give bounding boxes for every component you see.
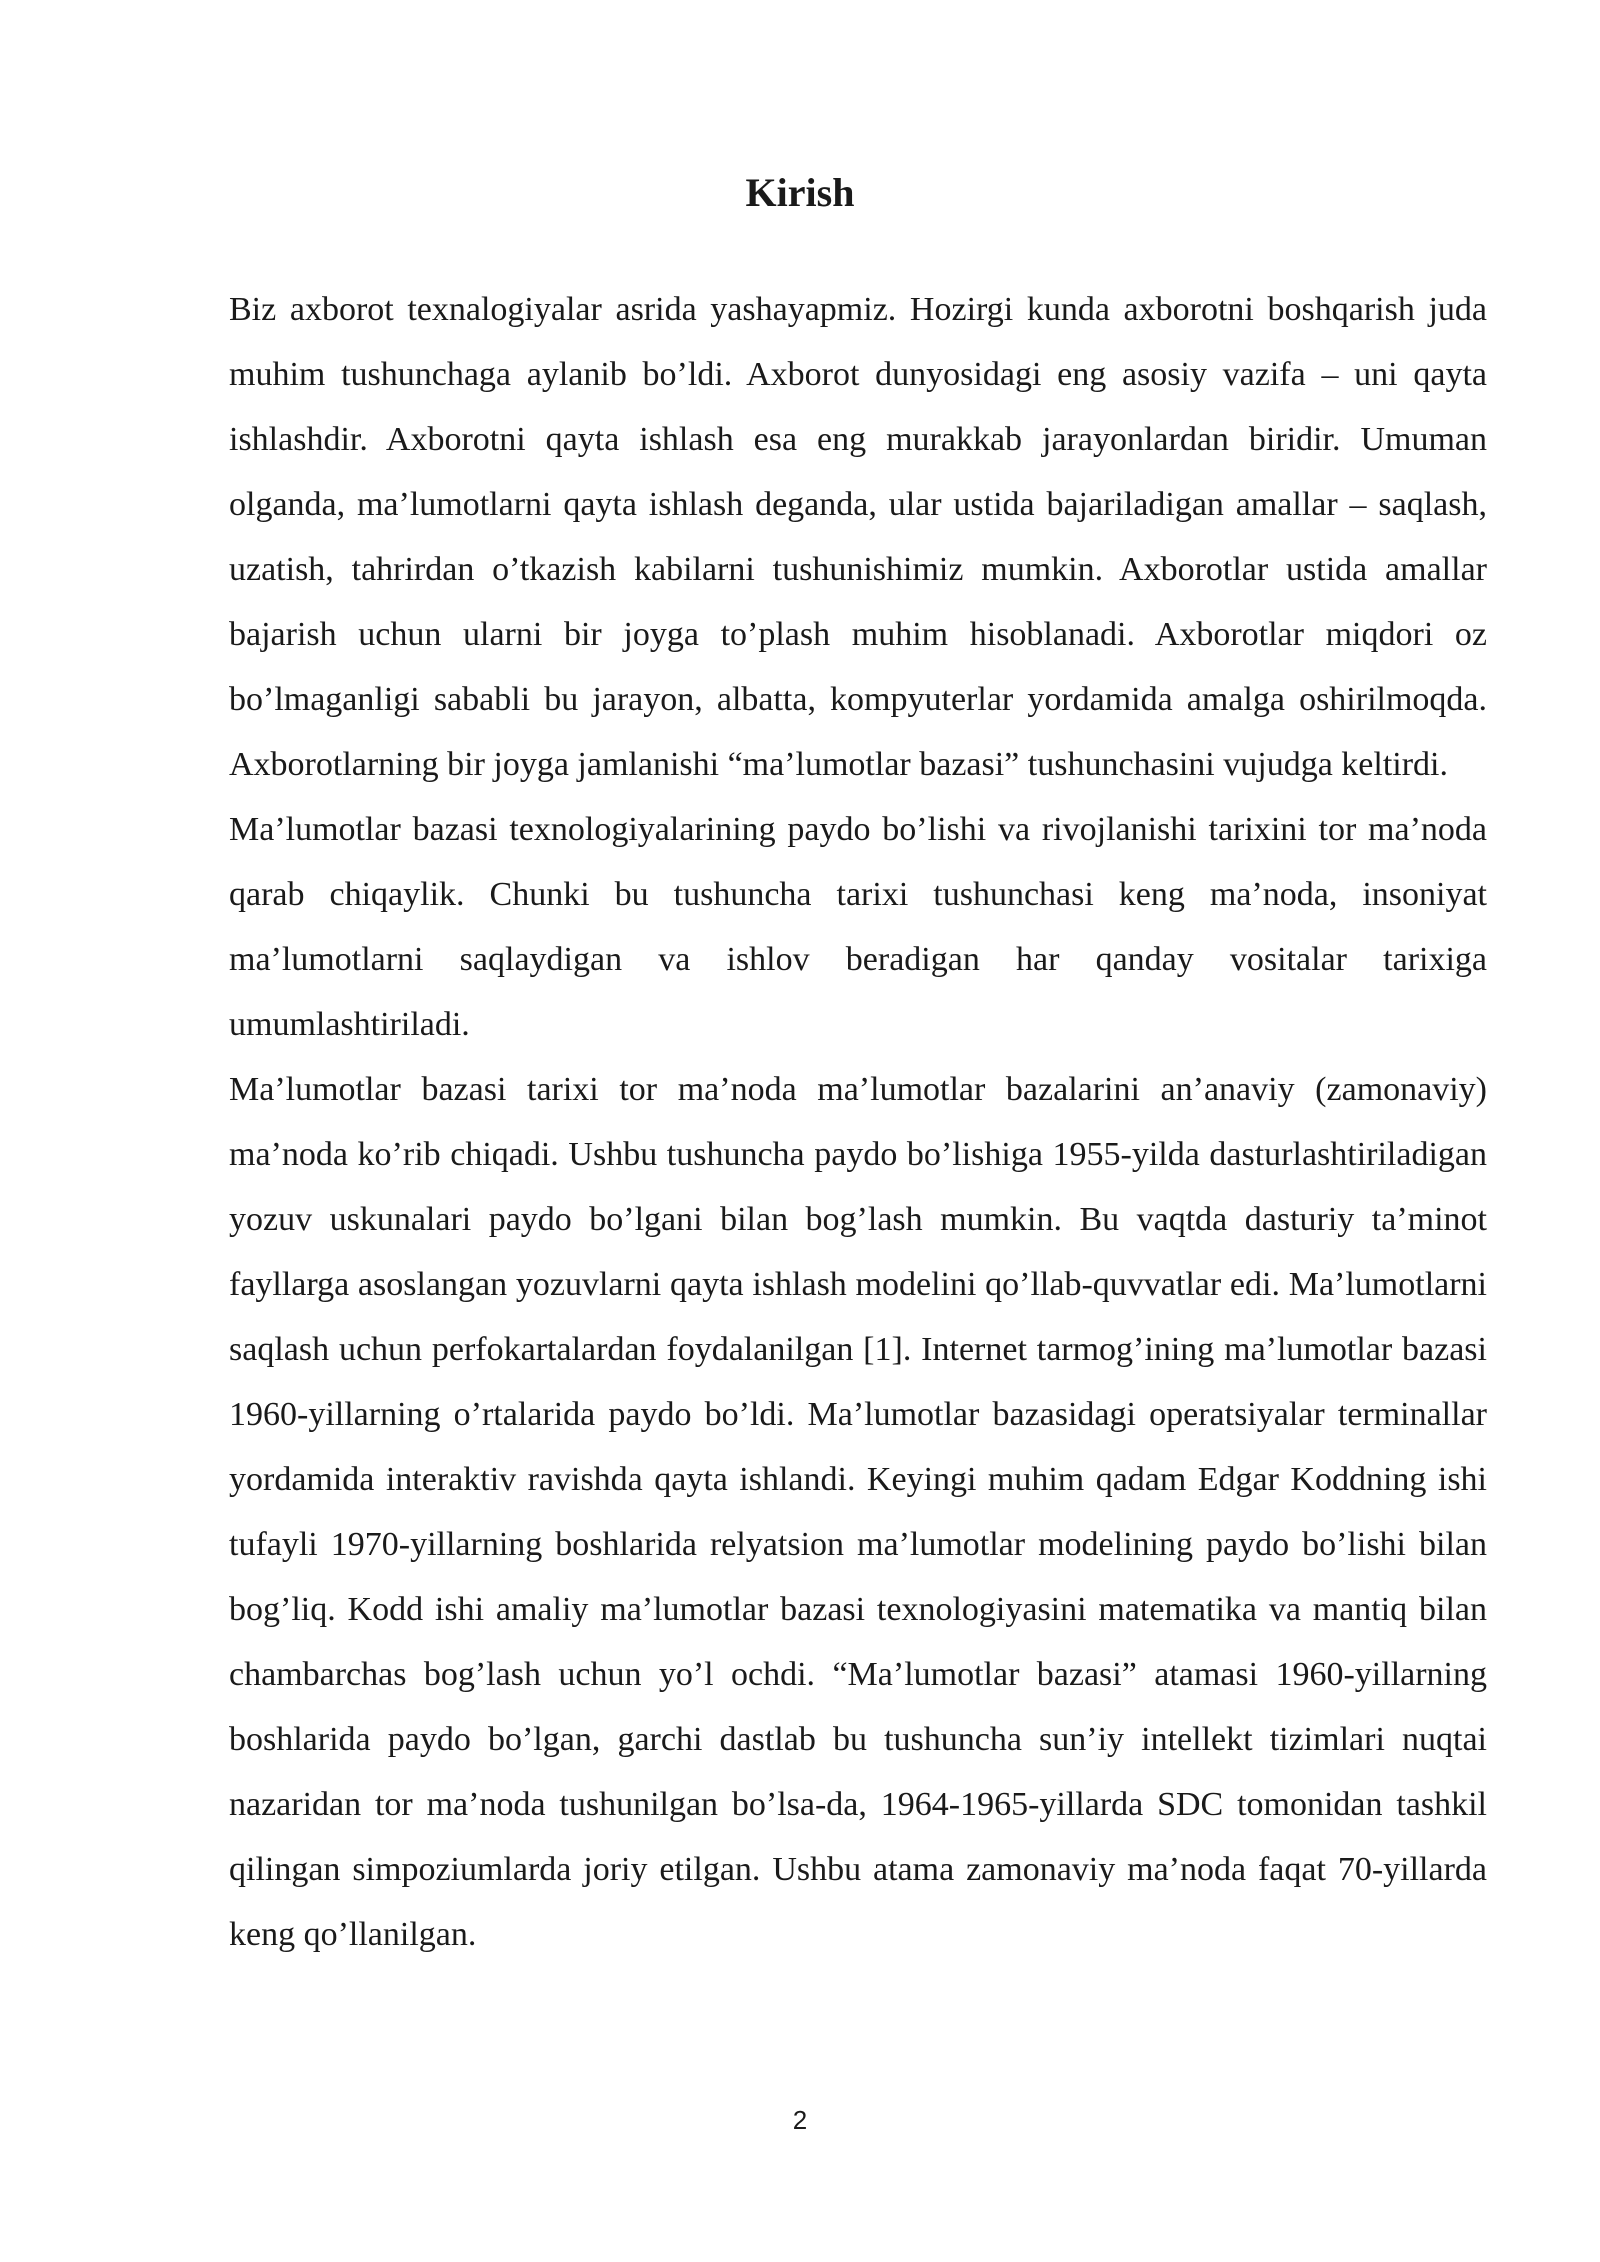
paragraph-1: Biz axborot texnalogiyalar asrida yashayapmiz. Hozirgi kunda axborotni boshqarish juda muhim tushunchaga aylanib bo’ldi. Axborot dunyosidagi eng asosiy vazifa – uni qayta ishlashdir. Axborotni qayta ishlash esa eng murakkab jarayonlardan biridir. Umuman olganda, ma’lumotlarni qayta ishlash deganda, ular ustida bajariladigan amallar – saqlash, uzatish, tahrirdan o’tkazish kabilarni tushunishimiz mumkin. Axborotlar ustida amallar bajarish uchun ularni bir joyga to’plash muhim hisoblanadi. Axborotlar miqdori oz bo’lmaganligi sababli bu jarayon, albatta, kompyuterlar yordamida amalga oshirilmoqda. Axborotlarning bir joyga jamlanishi “ma’lumotlar bazasi” tushunchasini vujudga keltirdi.	[229, 291, 1487, 783]
paragraph-2: Ma’lumotlar bazasi texnologiyalarining paydo bo’lishi va rivojlanishi tarixini tor ma’noda qarab chiqaylik. Chunki bu tushuncha tarixi tushunchasi keng ma’noda, insoniyat ma’lumotlarni saqlaydigan va ishlov beradigan har qanday vositalar tarixiga umumlashtiriladi.	[229, 811, 1487, 1043]
paragraph-3: Ma’lumotlar bazasi tarixi tor ma’noda ma’lumotlar bazalarini an’anaviy (zamonaviy) ma’noda ko’rib chiqadi. Ushbu tushuncha paydo bo’lishiga 1955-yilda dasturlashtiriladigan yozuv uskunalari paydo bo’lgani bilan bog’lash mumkin. Bu vaqtda dasturiy ta’minot fayllarga asoslangan yozuvlarni qayta ishlash modelini qo’llab-quvvatlar edi. Ma’lumotlarni saqlash uchun perfokartalardan foydalanilgan [1]. Internet tarmog’ining ma’lumotlar bazasi 1960-yillarning o’rtalarida paydo bo’ldi. Ma’lumotlar bazasidagi operatsiyalar terminallar yordamida interaktiv ravishda qayta ishlandi. Keyingi muhim qadam Edgar Koddning ishi tufayli 1970-yillarning boshlarida relyatsion ma’lumotlar modelining paydo bo’lishi bilan bog’liq. Kodd ishi amaliy ma’lumotlar bazasi texnologiyasini matematika va mantiq bilan chambarchas bog’lash uchun yo’l ochdi. “Ma’lumotlar bazasi” atamasi 1960-yillarning boshlarida paydo bo’lgan, garchi dastlab bu tushuncha sun’iy intellekt tizimlari nuqtai nazaridan tor ma’noda tushunilgan bo’lsa-da, 1964-1965-yillarda SDC tomonidan tashkil qilingan simpoziumlarda joriy etilgan. Ushbu atama zamonaviy ma’noda faqat 70-yillarda keng qo’llanilgan.	[229, 1071, 1487, 1953]
body-text	[229, 277, 1487, 1967]
page-title: Kirish	[745, 170, 855, 215]
page-number: 2	[792, 2105, 808, 2135]
